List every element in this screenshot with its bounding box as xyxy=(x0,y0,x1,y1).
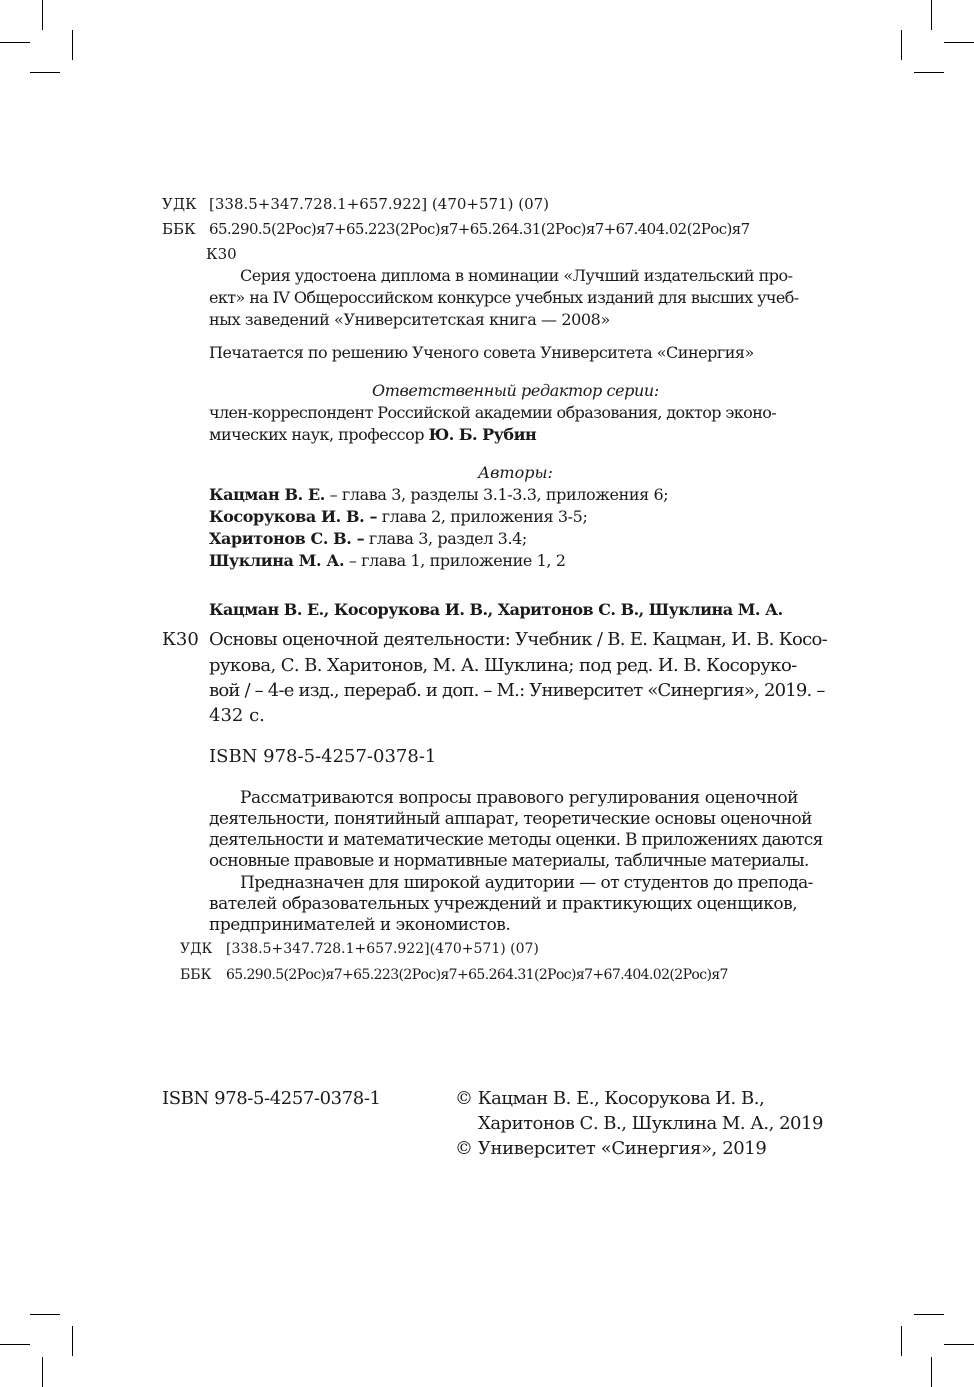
editor-line-text: мических наук, профессор xyxy=(209,425,429,444)
isbn: ISBN 978-5-4257-0378-1 xyxy=(209,746,437,767)
series-note-line: ных заведений «Университетская книга — 2008» xyxy=(209,310,610,329)
editor-line xyxy=(209,425,536,444)
author-role: глава 3, раздел 3.4; xyxy=(368,529,527,548)
author-role: глава 1, приложение 1, 2 xyxy=(361,551,566,570)
crop-mark xyxy=(0,42,30,43)
bbk-value: 65.290.5(2Рос)я7+65.223(2Рос)я7+65.264.31(2Рос)я7+67.404.02(2Рос)я7 xyxy=(226,967,728,983)
author-role: глава 2, приложения 3-5; xyxy=(381,507,588,526)
copyright-line: © Кацман В. Е., Косорукова И. В., xyxy=(455,1088,765,1109)
author-name: Кацман В. Е. xyxy=(209,485,325,504)
abstract-line: деятельности и математические методы оценки. В приложениях даются xyxy=(209,830,823,850)
editor-line: член-корреспондент Российской академии образования, доктор эконо- xyxy=(209,403,777,422)
editor-name: Ю. Б. Рубин xyxy=(428,425,537,444)
authors-heading: Авторы: xyxy=(478,463,553,482)
author-mark: К30 xyxy=(206,245,237,263)
udk-label: УДК xyxy=(180,941,213,957)
author-name: Харитонов С. В. – xyxy=(209,529,365,548)
abstract-line: основные правовые и нормативные материалы, табличные материалы. xyxy=(209,851,809,871)
author-item xyxy=(209,507,587,526)
bbk-label: ББК xyxy=(162,220,196,238)
crop-mark xyxy=(914,1314,944,1315)
crop-mark xyxy=(931,0,932,30)
copyright-line: © Университет «Синергия», 2019 xyxy=(455,1138,767,1159)
crop-mark xyxy=(30,1314,60,1315)
author-sep: – xyxy=(344,551,362,570)
udk-label: УДК xyxy=(162,195,197,213)
crop-mark xyxy=(914,72,944,73)
udk-value: [338.5+347.728.1+657.922](470+571) (07) xyxy=(226,941,539,957)
copyright-line: Харитонов С. В., Шуклина М. А., 2019 xyxy=(478,1113,823,1134)
bbk-value: 65.290.5(2Рос)я7+65.223(2Рос)я7+65.264.31(2Рос)я7+67.404.02(2Рос)я7 xyxy=(209,220,750,238)
footer-isbn: ISBN 978-5-4257-0378-1 xyxy=(162,1088,381,1109)
crop-mark xyxy=(0,1344,30,1345)
crop-mark xyxy=(42,0,43,30)
author-item xyxy=(209,551,566,570)
crop-mark xyxy=(931,1357,932,1387)
crop-mark xyxy=(72,30,73,60)
author-role: глава 3, разделы 3.1-3.3, приложения 6; xyxy=(341,485,669,504)
author-name: Шуклина М. А. xyxy=(209,551,345,570)
author-name: Косорукова И. В. – xyxy=(209,507,378,526)
bib-line: рукова, С. В. Харитонов, М. А. Шуклина; под ред. И. В. Косоруко- xyxy=(209,655,797,676)
bib-line: 432 с. xyxy=(209,705,265,726)
series-note-line: Серия удостоена диплома в номинации «Лучший издательский про- xyxy=(240,266,793,285)
authors-header: Кацман В. Е., Косорукова И. В., Харитонов С. В., Шуклина М. А. xyxy=(209,600,783,619)
bib-line: вой / – 4-е изд., перераб. и доп. – М.: Университет «Синергия», 2019. – xyxy=(209,680,825,701)
crop-mark xyxy=(944,42,974,43)
crop-mark xyxy=(42,1357,43,1387)
crop-mark xyxy=(901,30,902,60)
crop-mark xyxy=(901,1326,902,1356)
series-note-line: ект» на IV Общероссийском конкурсе учебных изданий для высших учеб- xyxy=(209,288,799,307)
udk-value: [338.5+347.728.1+657.922] (470+571) (07) xyxy=(209,195,550,213)
crop-mark xyxy=(30,72,60,73)
author-item xyxy=(209,529,527,548)
bib-mark: К30 xyxy=(162,629,199,650)
author-item xyxy=(209,485,668,504)
abstract-line: Предназначен для широкой аудитории — от студентов до препода- xyxy=(240,873,813,893)
abstract-line: предпринимателей и экономистов. xyxy=(209,915,511,935)
abstract-line: вателей образовательных учреждений и практикующих оценщиков, xyxy=(209,894,798,914)
bib-line: Основы оценочной деятельности: Учебник / В. Е. Кацман, И. В. Косо- xyxy=(209,629,827,650)
abstract-line: Рассматриваются вопросы правового регулирования оценочной xyxy=(240,788,799,808)
bbk-label: ББК xyxy=(180,967,212,983)
crop-mark xyxy=(72,1326,73,1356)
author-sep: – xyxy=(324,485,342,504)
editor-heading: Ответственный редактор серии: xyxy=(372,381,659,400)
abstract-line: деятельности, понятийный аппарат, теоретические основы оценочной xyxy=(209,809,812,829)
crop-mark xyxy=(944,1344,974,1345)
print-decision: Печатается по решению Ученого совета Университета «Синергия» xyxy=(209,343,754,362)
